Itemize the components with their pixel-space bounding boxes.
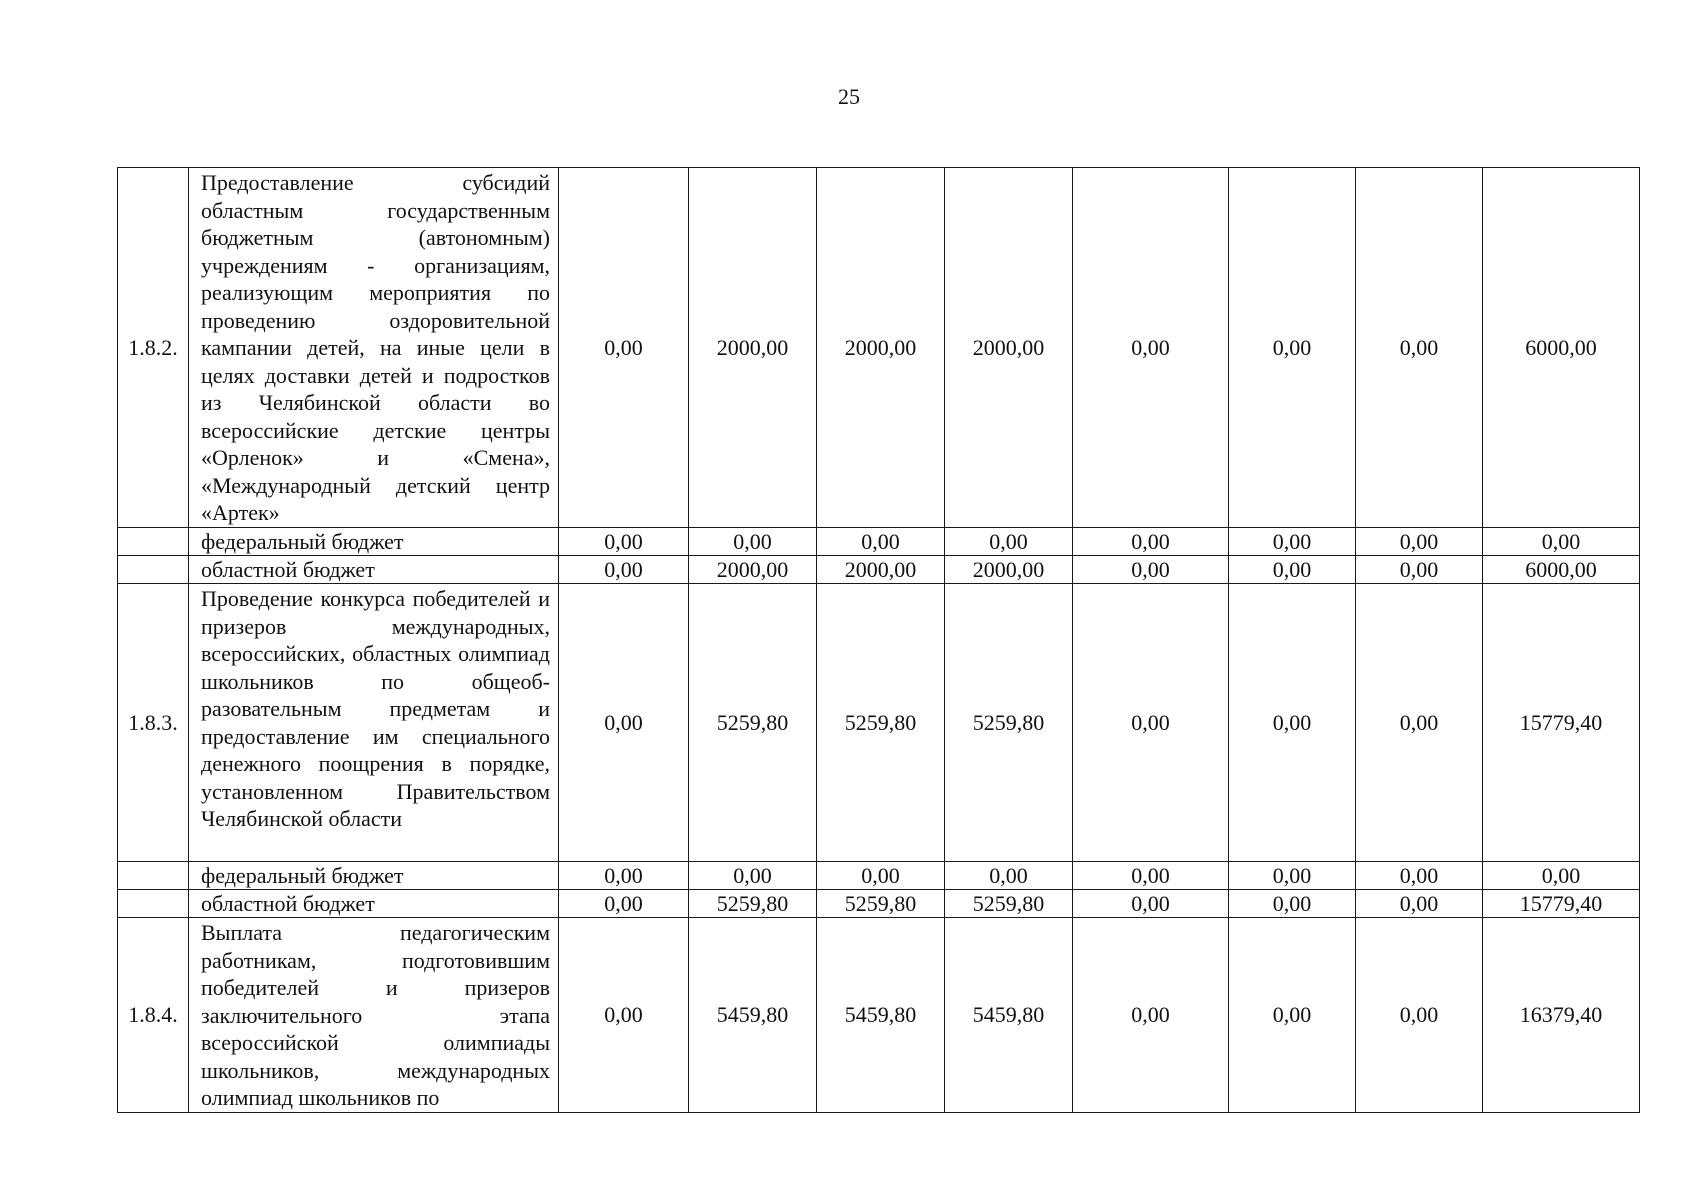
row-description: федеральный бюджет bbox=[189, 862, 559, 890]
value-cell: 0,00 bbox=[559, 890, 689, 918]
value-cell: 0,00 bbox=[1229, 918, 1356, 1113]
value-cell: 0,00 bbox=[1356, 168, 1483, 528]
row-code bbox=[118, 528, 189, 556]
value-cell: 0,00 bbox=[1483, 862, 1640, 890]
row-code bbox=[118, 556, 189, 584]
value-cell: 0,00 bbox=[1356, 862, 1483, 890]
value-cell: 15779,40 bbox=[1483, 584, 1640, 862]
value-cell: 0,00 bbox=[689, 862, 817, 890]
value-cell: 0,00 bbox=[559, 918, 689, 1113]
value-cell: 0,00 bbox=[817, 862, 945, 890]
value-cell: 5259,80 bbox=[945, 890, 1073, 918]
value-cell: 0,00 bbox=[559, 556, 689, 584]
value-cell: 0,00 bbox=[1229, 584, 1356, 862]
value-cell: 2000,00 bbox=[817, 556, 945, 584]
row-code: 1.8.4. bbox=[118, 918, 189, 1113]
value-cell: 0,00 bbox=[1229, 528, 1356, 556]
value-cell: 0,00 bbox=[1073, 890, 1229, 918]
value-cell: 0,00 bbox=[1356, 528, 1483, 556]
value-cell: 0,00 bbox=[1229, 168, 1356, 528]
row-code bbox=[118, 890, 189, 918]
value-cell: 2000,00 bbox=[817, 168, 945, 528]
value-cell: 0,00 bbox=[1073, 528, 1229, 556]
value-cell: 0,00 bbox=[1356, 556, 1483, 584]
value-cell: 5259,80 bbox=[689, 584, 817, 862]
value-cell: 0,00 bbox=[1073, 918, 1229, 1113]
row-description: Предоставление субсидий областным государственным бюджетным (автономным) учреждениям - организациям, реализующим мероприятия по проведению оздоровительной кампании детей, на иные цели в целях доставки детей и подростков из Челябинской области во всероссийские детские центры «Орленок» и «Смена», «Международный детский центр «Артек» bbox=[189, 168, 559, 528]
value-cell: 16379,40 bbox=[1483, 918, 1640, 1113]
row-description: областной бюджет bbox=[189, 556, 559, 584]
row-code: 1.8.3. bbox=[118, 584, 189, 862]
table-row bbox=[118, 862, 1640, 890]
value-cell: 5459,80 bbox=[945, 918, 1073, 1113]
value-cell: 0,00 bbox=[1356, 890, 1483, 918]
value-cell: 0,00 bbox=[817, 528, 945, 556]
value-cell: 0,00 bbox=[559, 528, 689, 556]
value-cell: 2000,00 bbox=[689, 556, 817, 584]
value-cell: 2000,00 bbox=[945, 556, 1073, 584]
value-cell: 6000,00 bbox=[1483, 556, 1640, 584]
table-row bbox=[118, 168, 1640, 528]
value-cell: 2000,00 bbox=[945, 168, 1073, 528]
row-description: Проведение конкурса победителей и призеров международных, всероссийских, областных олимпиад школьников по общеоб-разовательным предметам и предоставление им специального денежного поощрения в порядке, установленном Правительством Челябинской области bbox=[189, 584, 559, 862]
value-cell: 6000,00 bbox=[1483, 168, 1640, 528]
row-description: областной бюджет bbox=[189, 890, 559, 918]
value-cell: 0,00 bbox=[1356, 584, 1483, 862]
value-cell: 5459,80 bbox=[689, 918, 817, 1113]
value-cell: 5259,80 bbox=[945, 584, 1073, 862]
value-cell: 0,00 bbox=[1073, 862, 1229, 890]
table-row bbox=[118, 918, 1640, 1113]
row-code: 1.8.2. bbox=[118, 168, 189, 528]
value-cell: 5459,80 bbox=[817, 918, 945, 1113]
value-cell: 0,00 bbox=[1073, 584, 1229, 862]
value-cell: 2000,00 bbox=[689, 168, 817, 528]
row-description: федеральный бюджет bbox=[189, 528, 559, 556]
value-cell: 0,00 bbox=[559, 862, 689, 890]
budget-table bbox=[117, 167, 1640, 1113]
value-cell: 15779,40 bbox=[1483, 890, 1640, 918]
page-number: 25 bbox=[838, 84, 860, 109]
value-cell: 5259,80 bbox=[689, 890, 817, 918]
value-cell: 0,00 bbox=[559, 584, 689, 862]
table-row bbox=[118, 584, 1640, 862]
value-cell: 0,00 bbox=[945, 528, 1073, 556]
value-cell: 0,00 bbox=[1073, 556, 1229, 584]
table-row bbox=[118, 528, 1640, 556]
value-cell: 5259,80 bbox=[817, 890, 945, 918]
value-cell: 5259,80 bbox=[817, 584, 945, 862]
value-cell: 0,00 bbox=[1483, 528, 1640, 556]
value-cell: 0,00 bbox=[1073, 168, 1229, 528]
value-cell: 0,00 bbox=[1229, 556, 1356, 584]
row-code bbox=[118, 862, 189, 890]
table-row bbox=[118, 890, 1640, 918]
value-cell: 0,00 bbox=[559, 168, 689, 528]
value-cell: 0,00 bbox=[945, 862, 1073, 890]
row-description: Выплата педагогическим работникам, подготовившим победителей и призеров заключительного этапа всероссийской олимпиады школьников, международных олимпиад школьников по bbox=[189, 918, 559, 1113]
value-cell: 0,00 bbox=[1356, 918, 1483, 1113]
table-row bbox=[118, 556, 1640, 584]
value-cell: 0,00 bbox=[689, 528, 817, 556]
value-cell: 0,00 bbox=[1229, 862, 1356, 890]
value-cell: 0,00 bbox=[1229, 890, 1356, 918]
